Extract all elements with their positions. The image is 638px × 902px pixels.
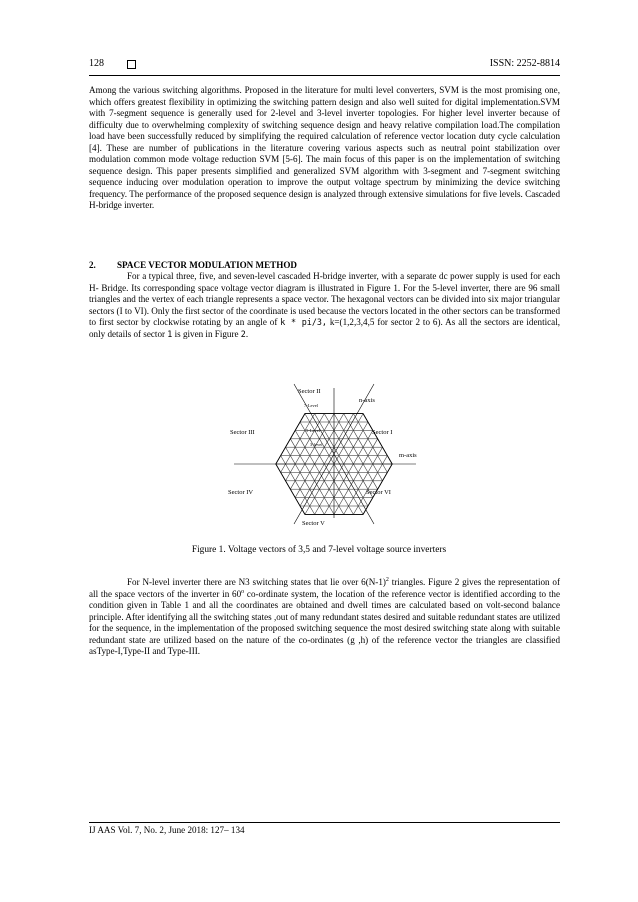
- lattice-edge: [310, 456, 315, 464]
- lattice-edge: [349, 498, 354, 506]
- lattice-edge: [353, 422, 358, 430]
- lattice-edge: [373, 481, 378, 489]
- lattice-edge: [315, 506, 320, 514]
- axes: [234, 384, 416, 524]
- lattice-edge: [319, 506, 324, 514]
- lattice-edge: [339, 456, 344, 464]
- lattice-edge: [368, 447, 373, 455]
- lattice-edge: [363, 430, 368, 438]
- lattice-edge: [324, 464, 329, 472]
- lattice-edge: [315, 489, 320, 497]
- lattice-edge: [349, 422, 354, 430]
- intro-paragraph: Among the various switching algorithms. Proposed in the literature for multi level converters, SVM is the most promising one, which offers greatest flexibility in optimizing the switching pattern design and also well suited for digital implementation.SVM with 7-segment sequence is generally used for 2-level and 3-level inverter topologies. For higher level inverter because of difficulty due to overwhelming complexity of switching sequence design and heavy relative compilation load.The compilation load have been successfully reduced by simplifying the required calculation of reference vector location duty cycle calculation [4]. These are number of publications in the literature covering various aspects such as neutral point stabilization over modulation common mode voltage reduction SVM [5-6]. The main focus of this paper is on the implementation of switching sequence design. This paper presents simplified and generalized SVM algorithm with 3-segment and 7-segment switching sequence inducing over modulation operation to improve the output voltage spectrum by minimizing the device switching frequency. The performance of the proposed sequence design is analyzed through extensive simulations for five levels. Cascaded H-bridge inverter.: [89, 85, 560, 211]
- lattice-edge: [344, 414, 349, 422]
- lattice-edge: [334, 422, 339, 430]
- lattice-edge: [339, 489, 344, 497]
- lattice-edge: [329, 472, 334, 480]
- lattice-edge: [349, 456, 354, 464]
- lattice-edge: [315, 498, 320, 506]
- lattice-edge: [349, 481, 354, 489]
- lattice-edge: [315, 481, 320, 489]
- lattice-edge: [344, 506, 349, 514]
- lattice-edge: [349, 506, 354, 514]
- angle-expression: k * pi/3,: [280, 317, 327, 328]
- lattice-edge: [319, 430, 324, 438]
- lattice-edge: [334, 506, 339, 514]
- lattice-edge: [368, 472, 373, 480]
- lattice-edge: [295, 430, 300, 438]
- lattice-edge: [295, 481, 300, 489]
- label-3-level: 3-level: [310, 442, 323, 447]
- lattice-edge: [344, 464, 349, 472]
- lattice-edge: [315, 472, 320, 480]
- label-sector-6: Sector VI: [366, 489, 391, 496]
- lattice-edge: [295, 439, 300, 447]
- lattice-edge: [310, 489, 315, 497]
- page-footer: IJ AAS Vol. 7, No. 2, June 2018: 127– 134: [89, 825, 245, 835]
- lattice-edge: [373, 472, 378, 480]
- lattice-edge: [295, 489, 300, 497]
- footer-rule: [89, 822, 560, 823]
- lattice-edge: [353, 430, 358, 438]
- section-title: SPACE VECTOR MODULATION METHOD: [117, 260, 297, 270]
- lattice-edge: [286, 447, 291, 455]
- lattice-edge: [378, 464, 383, 472]
- lattice-edge: [353, 489, 358, 497]
- lattice-edge: [349, 430, 354, 438]
- lattice-edge: [329, 464, 334, 472]
- lattice-edge: [358, 414, 363, 422]
- lattice-edge: [358, 472, 363, 480]
- lattice-edge: [305, 456, 310, 464]
- lattice-edge: [305, 447, 310, 455]
- lattice-edge: [358, 489, 363, 497]
- lattice-edge: [339, 481, 344, 489]
- lattice-edge: [344, 439, 349, 447]
- lattice-edge: [329, 422, 334, 430]
- sector-number: 1: [167, 328, 173, 339]
- lattice-edge: [378, 447, 383, 455]
- lattice-edge: [329, 447, 334, 455]
- p3-superscript: 2: [385, 576, 389, 583]
- lattice-edge: [344, 422, 349, 430]
- lattice-edge: [344, 481, 349, 489]
- label-n-axis: n-axis: [359, 397, 375, 404]
- lattice-edge: [281, 464, 286, 472]
- section-number: 2.: [89, 260, 96, 270]
- lattice-edge: [300, 430, 305, 438]
- lattice-edge: [339, 439, 344, 447]
- lattice-edge: [353, 447, 358, 455]
- lattice-edge: [349, 447, 354, 455]
- lattice-edge: [344, 430, 349, 438]
- lattice-edge: [286, 472, 291, 480]
- lattice-edge: [358, 447, 363, 455]
- lattice-edge: [358, 498, 363, 506]
- lattice-edge: [295, 456, 300, 464]
- lattice-edge: [368, 464, 373, 472]
- lattice-edge: [305, 481, 310, 489]
- label-sector-5: Sector V: [302, 520, 325, 527]
- lattice-edge: [324, 447, 329, 455]
- lattice-edge: [383, 456, 388, 464]
- lattice-edge: [319, 489, 324, 497]
- p3-degree: o: [241, 588, 245, 595]
- label-7-level: 7-Level: [304, 403, 318, 408]
- lattice-edge: [300, 489, 305, 497]
- lattice-edge: [300, 481, 305, 489]
- lattice-edge: [329, 481, 334, 489]
- p3-text-2: triangles. Figure 2 gives the representation of all the space vectors of the inverter in 60: [89, 577, 560, 599]
- s2-text-2: k=(1,2,3,4,5 for sector 2 to 6). As all the sectors are identical, only details of sector: [89, 317, 560, 339]
- lattice-edge: [358, 422, 363, 430]
- figure-1: [224, 378, 434, 530]
- lattice-edge: [363, 481, 368, 489]
- lattice-edge: [329, 506, 334, 514]
- lattice-edge: [334, 464, 339, 472]
- lattice-edge: [373, 439, 378, 447]
- lattice-edge: [358, 430, 363, 438]
- lattice-edge: [290, 439, 295, 447]
- lattice-edge: [324, 481, 329, 489]
- lattice-edge: [310, 447, 315, 455]
- lattice-edge: [353, 472, 358, 480]
- page-number: 128: [89, 58, 104, 69]
- lattice-edge: [334, 498, 339, 506]
- label-sector-3: Sector III: [230, 429, 255, 436]
- lattice-edge: [300, 447, 305, 455]
- lattice-edge: [368, 439, 373, 447]
- lattice-edge: [329, 489, 334, 497]
- lattice-edge: [363, 456, 368, 464]
- lattice-edge: [358, 439, 363, 447]
- lattice-edge: [310, 414, 315, 422]
- lattice-edge: [358, 456, 363, 464]
- lattice-edge: [334, 439, 339, 447]
- lattice-edge: [305, 414, 310, 422]
- figure-number: 2: [240, 328, 246, 339]
- lattice-edge: [319, 464, 324, 472]
- lattice-edge: [319, 456, 324, 464]
- lattice-edge: [286, 464, 291, 472]
- label-m-axis: m-axis: [399, 452, 417, 459]
- lattice-edge: [339, 422, 344, 430]
- lattice-edge: [290, 464, 295, 472]
- lattice-edge: [339, 506, 344, 514]
- lattice-edge: [319, 481, 324, 489]
- lattice-edge: [310, 464, 315, 472]
- s2-text-end: .: [245, 328, 249, 339]
- lattice-edge: [353, 506, 358, 514]
- lattice-edge: [358, 481, 363, 489]
- lattice-edge: [383, 464, 388, 472]
- lattice-edge: [339, 464, 344, 472]
- lattice-edge: [344, 472, 349, 480]
- lattice-edge: [339, 430, 344, 438]
- lattice-edge: [300, 456, 305, 464]
- lattice-edge: [378, 472, 383, 480]
- lattice-edge: [315, 464, 320, 472]
- paragraph-3: [89, 577, 560, 658]
- header-square-icon: [127, 60, 136, 69]
- lattice-edge: [344, 456, 349, 464]
- lattice-edge: [310, 506, 315, 514]
- lattice-edge: [353, 464, 358, 472]
- s2-text-1: For a typical three, five, and seven-level cascaded H-bridge inverter, with a separate dc power supply is used for each H- Bridge. Its corresponding space voltage vector diagram is illustrated in Figure 1. For the 5-level inverter, there are 96 small triangles and the vertex of each triangle represents a space vector. The hexagonal vectors can be divided into six major triangular sectors (I to VI). Only the first sector of the coordinate is used because the vectors located in the other sectors can be transformed to first sector by clockwise rotating by an angle of: [89, 271, 560, 328]
- lattice-edge: [295, 472, 300, 480]
- label-sector-1: Sector I: [372, 429, 393, 436]
- lattice-edge: [368, 456, 373, 464]
- lattice-edge: [329, 430, 334, 438]
- lattice-edge: [329, 414, 334, 422]
- lattice-edge: [300, 439, 305, 447]
- lattice-edge: [319, 472, 324, 480]
- lattice-edge: [295, 464, 300, 472]
- label-sector-4: Sector IV: [228, 489, 254, 496]
- lattice-edge: [339, 472, 344, 480]
- p3-text-3: co-ordinate system, the location of the reference vector is identified according to the condition given in Table 1 and all the coordinates are obtained and dwell times are calculated based on volt-second balance principle. After identifying all the switching states ,out of many redundant states desired and suitable redundant states are utilized for the sequence, in the implementation of the proposed switching sequence the most desired switching state along with suitable redundant state are utilized based on the nature of the co-ordinates (g ,h) of the reference vector the triangles are classified asType-I,Type-II and Type-III.: [89, 588, 560, 657]
- lattice-edge: [334, 447, 339, 455]
- lattice-edge: [290, 456, 295, 464]
- lattice-edge: [373, 464, 378, 472]
- figure-caption: Figure 1. Voltage vectors of 3,5 and 7-level voltage source inverters: [191, 545, 447, 555]
- lattice-edge: [353, 481, 358, 489]
- lattice-edge: [324, 472, 329, 480]
- lattice-edge: [368, 481, 373, 489]
- lattice-edge: [344, 489, 349, 497]
- lattice-edge: [334, 481, 339, 489]
- lattice-edge: [319, 498, 324, 506]
- lattice-edge: [315, 456, 320, 464]
- lattice-edge: [363, 447, 368, 455]
- section-heading: [89, 260, 297, 270]
- lattice-edge: [334, 489, 339, 497]
- lattice-edge: [305, 489, 310, 497]
- lattice-edge: [373, 447, 378, 455]
- lattice-edge: [334, 472, 339, 480]
- lattice-edge: [373, 456, 378, 464]
- lattice-edge: [334, 430, 339, 438]
- lattice-edge: [324, 414, 329, 422]
- lattice-edge: [329, 439, 334, 447]
- lattice-edge: [290, 481, 295, 489]
- lattice-edge: [339, 447, 344, 455]
- lattice-edge: [305, 498, 310, 506]
- lattice-edge: [349, 439, 354, 447]
- lattice-edge: [363, 472, 368, 480]
- lattice-edge: [363, 439, 368, 447]
- lattice-edge: [300, 464, 305, 472]
- lattice-edge: [324, 489, 329, 497]
- section2-paragraph: [89, 271, 560, 340]
- lattice-edge: [315, 447, 320, 455]
- lattice-edge: [290, 472, 295, 480]
- label-sector-2: Sector II: [298, 388, 321, 395]
- header-rule: [89, 75, 560, 76]
- lattice-edge: [300, 422, 305, 430]
- lattice-edge: [334, 414, 339, 422]
- lattice-edge: [339, 414, 344, 422]
- lattice-edge: [319, 422, 324, 430]
- lattice-edge: [363, 498, 368, 506]
- lattice-edge: [319, 447, 324, 455]
- lattice-edge: [339, 498, 344, 506]
- lattice-edge: [353, 456, 358, 464]
- lattice-edge: [344, 498, 349, 506]
- lattice-edge: [281, 456, 286, 464]
- lattice-edge: [363, 422, 368, 430]
- page-header: [89, 58, 560, 74]
- lattice-edge: [358, 464, 363, 472]
- lattice-edge: [324, 439, 329, 447]
- lattice-edge: [305, 472, 310, 480]
- lattice-edge: [324, 506, 329, 514]
- lattice-edge: [329, 456, 334, 464]
- lattice-edge: [310, 498, 315, 506]
- lattice-edge: [305, 464, 310, 472]
- lattice-edge: [324, 456, 329, 464]
- lattice-edge: [349, 464, 354, 472]
- lattice-edge: [310, 481, 315, 489]
- lattice-edge: [286, 456, 291, 464]
- s2-text-3: is given in Figure: [172, 328, 241, 339]
- p3-text-1: For N-level inverter there are N3 switching states that lie over 6(N-1): [127, 577, 386, 587]
- lattice-edge: [353, 414, 358, 422]
- lattice-edge: [310, 472, 315, 480]
- lattice-edge: [324, 430, 329, 438]
- lattice-edge: [363, 464, 368, 472]
- label-5-level: 5-Level: [306, 428, 320, 433]
- lattice-edge: [334, 456, 339, 464]
- lattice-edge: [349, 472, 354, 480]
- lattice-edge: [324, 498, 329, 506]
- voltage-vector-diagram: [224, 378, 434, 530]
- lattice-edge: [353, 498, 358, 506]
- lattice-edge: [305, 506, 310, 514]
- lattice-edge: [329, 498, 334, 506]
- lattice-edge: [324, 422, 329, 430]
- lattice-edge: [300, 498, 305, 506]
- lattice-edge: [295, 447, 300, 455]
- issn: ISSN: 2252-8814: [489, 58, 560, 69]
- lattice-edge: [353, 439, 358, 447]
- lattice-edge: [300, 472, 305, 480]
- lattice-edge: [319, 414, 324, 422]
- lattice-edge: [378, 456, 383, 464]
- lattice-edge: [358, 506, 363, 514]
- lattice-edge: [290, 447, 295, 455]
- lattice-edge: [344, 447, 349, 455]
- lattice-edge: [349, 489, 354, 497]
